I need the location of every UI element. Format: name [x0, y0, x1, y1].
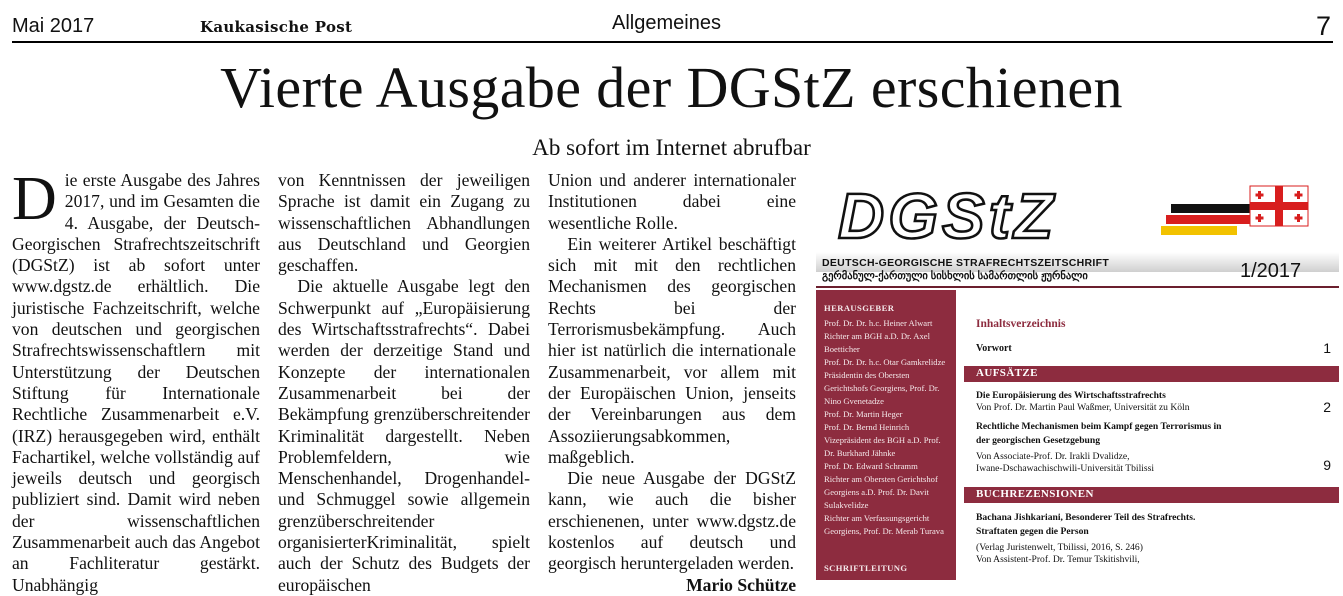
sidebar-line: Prof. Dr. Dr. h.c. Heiner Alwart [824, 318, 933, 328]
cover-issue-number: 1/2017 [1240, 260, 1302, 282]
sidebar-line: Gerichtshofs Georgiens, Prof. Dr. [824, 383, 940, 393]
sidebar-line: Prof. Dr. Dr. h.c. Otar Gamkrelidze [824, 357, 946, 367]
toc-entry-author: Von Prof. Dr. Martin Paul Waßmer, Universität zu Köln [976, 402, 1190, 413]
toc-entry-title: der georgischen Gesetzgebung [976, 435, 1100, 446]
sidebar-line: Dr. Burkhard Jähnke [824, 448, 896, 458]
georgian-flag-icon [1250, 186, 1308, 226]
paragraph-1: ie erste Ausgabe des Jahres 2017, und im Gesamten die 4. Ausgabe, der Deutsch-Georgischen Strafrechtszeitschrift (DGStZ) ist ab sofort unter www.dgstz.de erhältlich. Die juristische Fachzeitschrift, welche von deutschen und georgischen Strafrechtswissenschaftlern mit Unterstützung der Deutschen Stiftung für Internationale Rechtliche Zusammenarbeit e.V. (IRZ) herausgegeben wird, enthält Fachartikel, welche vollständig auf jeweils deutsch und georgisch publiziert sind. Damit wird neben der wissenschaftlichen Zusammenarbeit auch das Angebot an Fachliteratur gestärkt. Unabhängig [12, 170, 260, 595]
sidebar-line: Richter am BGH a.D. Dr. Axel [824, 331, 930, 341]
journal-cover-image [816, 170, 1339, 580]
toc-entry-title: Die Europäisierung des Wirtschaftsstrafrechts [976, 390, 1166, 401]
sidebar-line: Prof. Dr. Edward Schramm [824, 461, 918, 471]
sidebar-line: Prof. Dr. Bernd Heinrich [824, 422, 910, 432]
sidebar-line: Georgiens, Prof. Dr. Merab Turava [824, 526, 944, 536]
paragraph-1-continued: von Kenntnissen der jeweiligen Sprache ist damit ein Zugang zu wissenschaftlichen Abhandlungen aus Deutschland und Georgien geschaffen. [278, 170, 530, 276]
article-column-1 [12, 165, 260, 596]
table-of-contents [964, 290, 1339, 580]
article-column-2 [278, 170, 530, 596]
dgstz-logo [816, 170, 1339, 254]
toc-entry-author: Von Associate-Prof. Dr. Irakli Dvalidze, [976, 451, 1130, 462]
section-title: Allgemeines [612, 12, 721, 34]
toc-entry-author: Iwane-Dschawachischwili-Universität Tbilissi [976, 463, 1155, 474]
toc-page-number: 1 [1323, 340, 1331, 356]
editors-sidebar [816, 290, 956, 580]
newspaper-name: Kaukasische Post [200, 18, 353, 36]
paragraph-4: Die neue Ausgabe der DGStZ kann, wie auch die bisher erschienenen, unter www.dgstz.de kostenlos auf deutsch und georgisch heruntergeladen werden. [548, 468, 796, 574]
page-date: Mai 2017 [12, 15, 95, 37]
cover-subtitle-german: DEUTSCH-GEORGISCHE STRAFRECHTSZEITSCHRIFT [822, 257, 1110, 269]
toc-section-bar: AUFSÄTZE [964, 366, 1339, 382]
toc-page-number: 2 [1323, 399, 1331, 415]
sidebar-line: Vizepräsident des BGH a.D. Prof. [824, 435, 941, 445]
page-number: 7 [1315, 11, 1331, 41]
headline: Vierte Ausgabe der DGStZ erschienen [220, 55, 1123, 120]
paragraph-2-continued: Union und anderer internationaler Institutionen dabei eine wesentliche Rolle. [548, 170, 796, 233]
sidebar-line: Nino Gvenetadze [824, 396, 884, 406]
sidebar-line: Richter am Obersten Gerichtshof [824, 474, 938, 484]
header-rule [12, 41, 1333, 43]
toc-foreword: Vorwort [976, 343, 1012, 354]
toc-title: Inhaltsverzeichnis [976, 318, 1066, 330]
toc-section-bar: BUCHREZENSIONEN [964, 487, 1339, 503]
cover-rule [816, 286, 1339, 288]
sidebar-line: Boetticher [824, 344, 860, 354]
subheadline: Ab sofort im Internet abrufbar [532, 135, 811, 160]
toc-entry-publisher: (Verlag Juristenwelt, Tbilissi, 2016, S. 246) [976, 542, 1143, 553]
sidebar-line: Präsidentin des Obersten [824, 370, 910, 380]
paragraph-2: Die aktuelle Ausgabe legt den Schwerpunkt auf „Europäisierung des Wirtschaftsstrafrechts“. Dabei werden der derzeitige Stand und Konzepte der internationalen Zusammenarbeit bei der Bekämpfung grenzüberschreitender Kriminalität dargestellt. Neben Problemfeldern, wie Menschenhandel, Drogenhandel- und Schmuggel sowie allgemein grenzüberschreitender organisierterKriminalität, spielt auch der Schutz des Budgets der europäischen [278, 276, 530, 595]
logo-text: DGStZ [838, 180, 1058, 252]
sidebar-line: Prof. Dr. Martin Heger [824, 409, 903, 419]
flag-swoosh [1161, 204, 1259, 235]
cover-subtitle-georgian: გერმანულ-ქართული სისხლის სამართლის ჟურნალი [822, 270, 1088, 282]
sidebar-line: Richter am Verfassungsgericht [824, 513, 930, 523]
toc-entry-author: Von Assistent-Prof. Dr. Temur Tskitishvili, [976, 554, 1140, 565]
toc-entry-title: Bachana Jishkariani, Besonderer Teil des Strafrechts. [976, 512, 1196, 523]
toc-page-number: 9 [1323, 457, 1331, 473]
sidebar-line: Sulakvelidze [824, 500, 869, 510]
toc-entry-title: Rechtliche Mechanismen beim Kampf gegen Terrorismus in [976, 421, 1222, 432]
article-column-3 [548, 170, 796, 596]
sidebar-line: Georgiens a.D. Prof. Dr. Davit [824, 487, 929, 497]
article-author: Mario Schütze [686, 574, 796, 595]
sidebar-heading-2: SCHRIFTLEITUNG [824, 563, 908, 573]
toc-entry-title: Straftaten gegen die Person [976, 526, 1089, 537]
sidebar-heading: HERAUSGEBER [824, 303, 895, 313]
drop-cap: D [12, 165, 57, 233]
paragraph-3: Ein weiterer Artikel beschäftigt sich mit mit den rechtlichen Mechanismen des georgischen Rechts bei der Terrorismusbekämpfung. Auch hier ist natürlich die internationale Zusammenarbeit, vor allem mit der Europäischen Union, jenseits der Vereinbarungen aus dem Assoziierungsabkommen, maßgeblich. [548, 233, 796, 467]
